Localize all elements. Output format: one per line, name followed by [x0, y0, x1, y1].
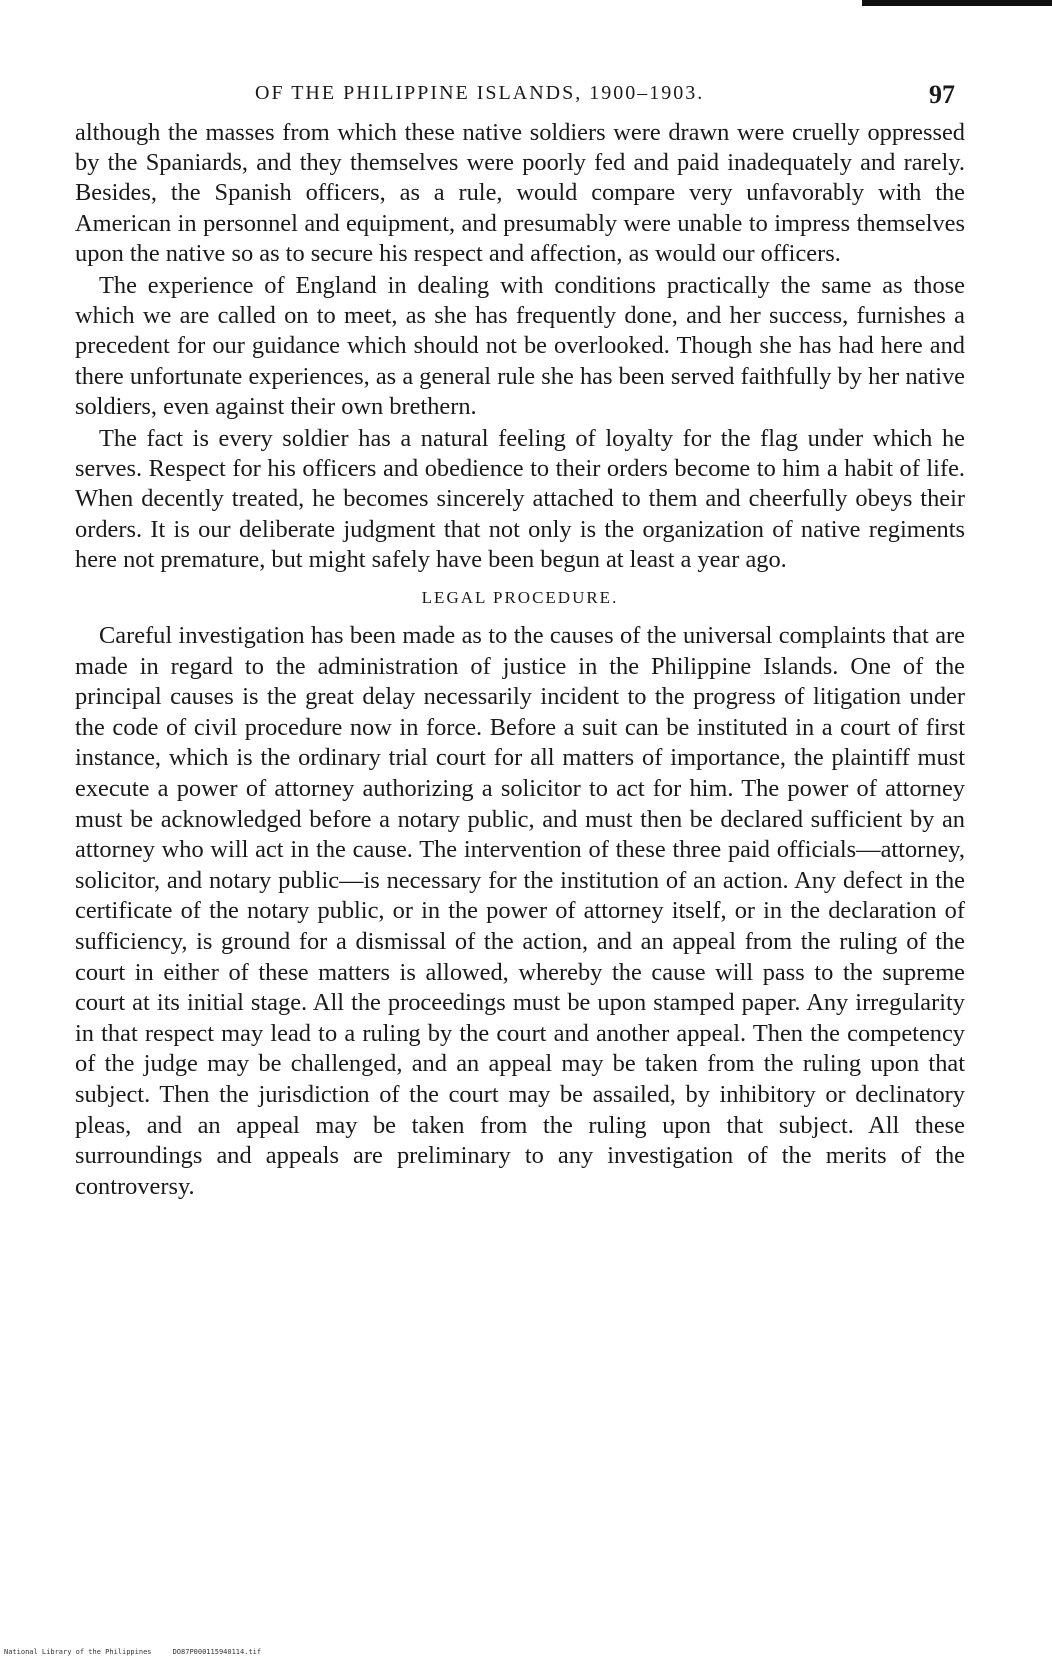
body-text — [75, 118, 965, 1202]
section-heading-legal-procedure: LEGAL PROCEDURE. — [421, 588, 619, 608]
paragraph-legal-procedure: Careful investigation has been made as to the causes of the universal complaints that are made in regard to the administration of justice in the Philippine Islands. One of the principal causes is the great delay necessarily incident to the progress of litigation under the code of civil procedure now in force. Before a suit can be instituted in a court of first instance, which is the ordinary trial court for all matters of importance, the plaintiff must execute a power of attorney authorizing a solicitor to act for him. The power of attorney must be acknowledged before a notary public, and must then be declared sufficient by an attorney who will act in the cause. The intervention of these three paid officials—attorney, solicitor, and notary public—is necessary for the institution of an action. Any defect in the certificate of the notary public, or in the power of attorney itself, or in the declaration of sufficiency, is ground for a dismissal of the action, and an appeal from the ruling of the court in either of these matters is allowed, whereby the cause will pass to the supreme court at its initial stage. All the proceedings must be upon stamped paper. Any irregularity in that respect may lead to a ruling by the court and another appeal. Then the competency of the judge may be challenged, and an appeal may be taken from the ruling upon that subject. Then the jurisdiction of the court may be assailed, by inhibitory or declinatory pleas, and an appeal may be taken from the ruling upon that subject. All these surroundings and appeals are preliminary to any investigation of the merits of the controversy. — [75, 622, 965, 1200]
file-id: DO87P000115940114.tif — [172, 1648, 262, 1656]
paragraph-continuation: although the masses from which these native soldiers were drawn were cruelly oppressed by the Spaniards, and they themselves were poorly fed and paid inadequately and rarely. Besides, the Spanish officers, as a rule, would compare very unfavorably with the American in personnel and equipment, and presumably were unable to impress themselves upon the native so as to secure his respect and affection, as would our officers. — [75, 119, 965, 267]
scan-footer — [4, 1648, 261, 1656]
page-header — [75, 72, 970, 112]
running-head: OF THE PHILIPPINE ISLANDS, 1900–1903. — [255, 82, 705, 104]
paragraph-england-experience: The experience of England in dealing with conditions practically the same as those which we are called on to meet, as she has frequently done, and her success, furnishes a precedent for our guidance which should not be overlooked. Though she has had here and there unfortunate experiences, as a general rule she has been served faithfully by her native soldiers, even against their own brethern. — [75, 272, 965, 420]
page-number: 97 — [929, 80, 955, 109]
paragraph-soldier-loyalty: The fact is every soldier has a natural feeling of loyalty for the flag under which he serves. Respect for his officers and obedience to their orders become to him a habit of life. When decently treated, he becomes sincerely attached to them and cheerfully obeys their orders. It is our deliberate judgment that not only is the organization of native regiments here not premature, but might safely have been begun at least a year ago. — [75, 425, 965, 573]
library-stamp: National Library of the Philippines — [4, 1648, 152, 1656]
top-edge-rule — [862, 0, 1052, 6]
